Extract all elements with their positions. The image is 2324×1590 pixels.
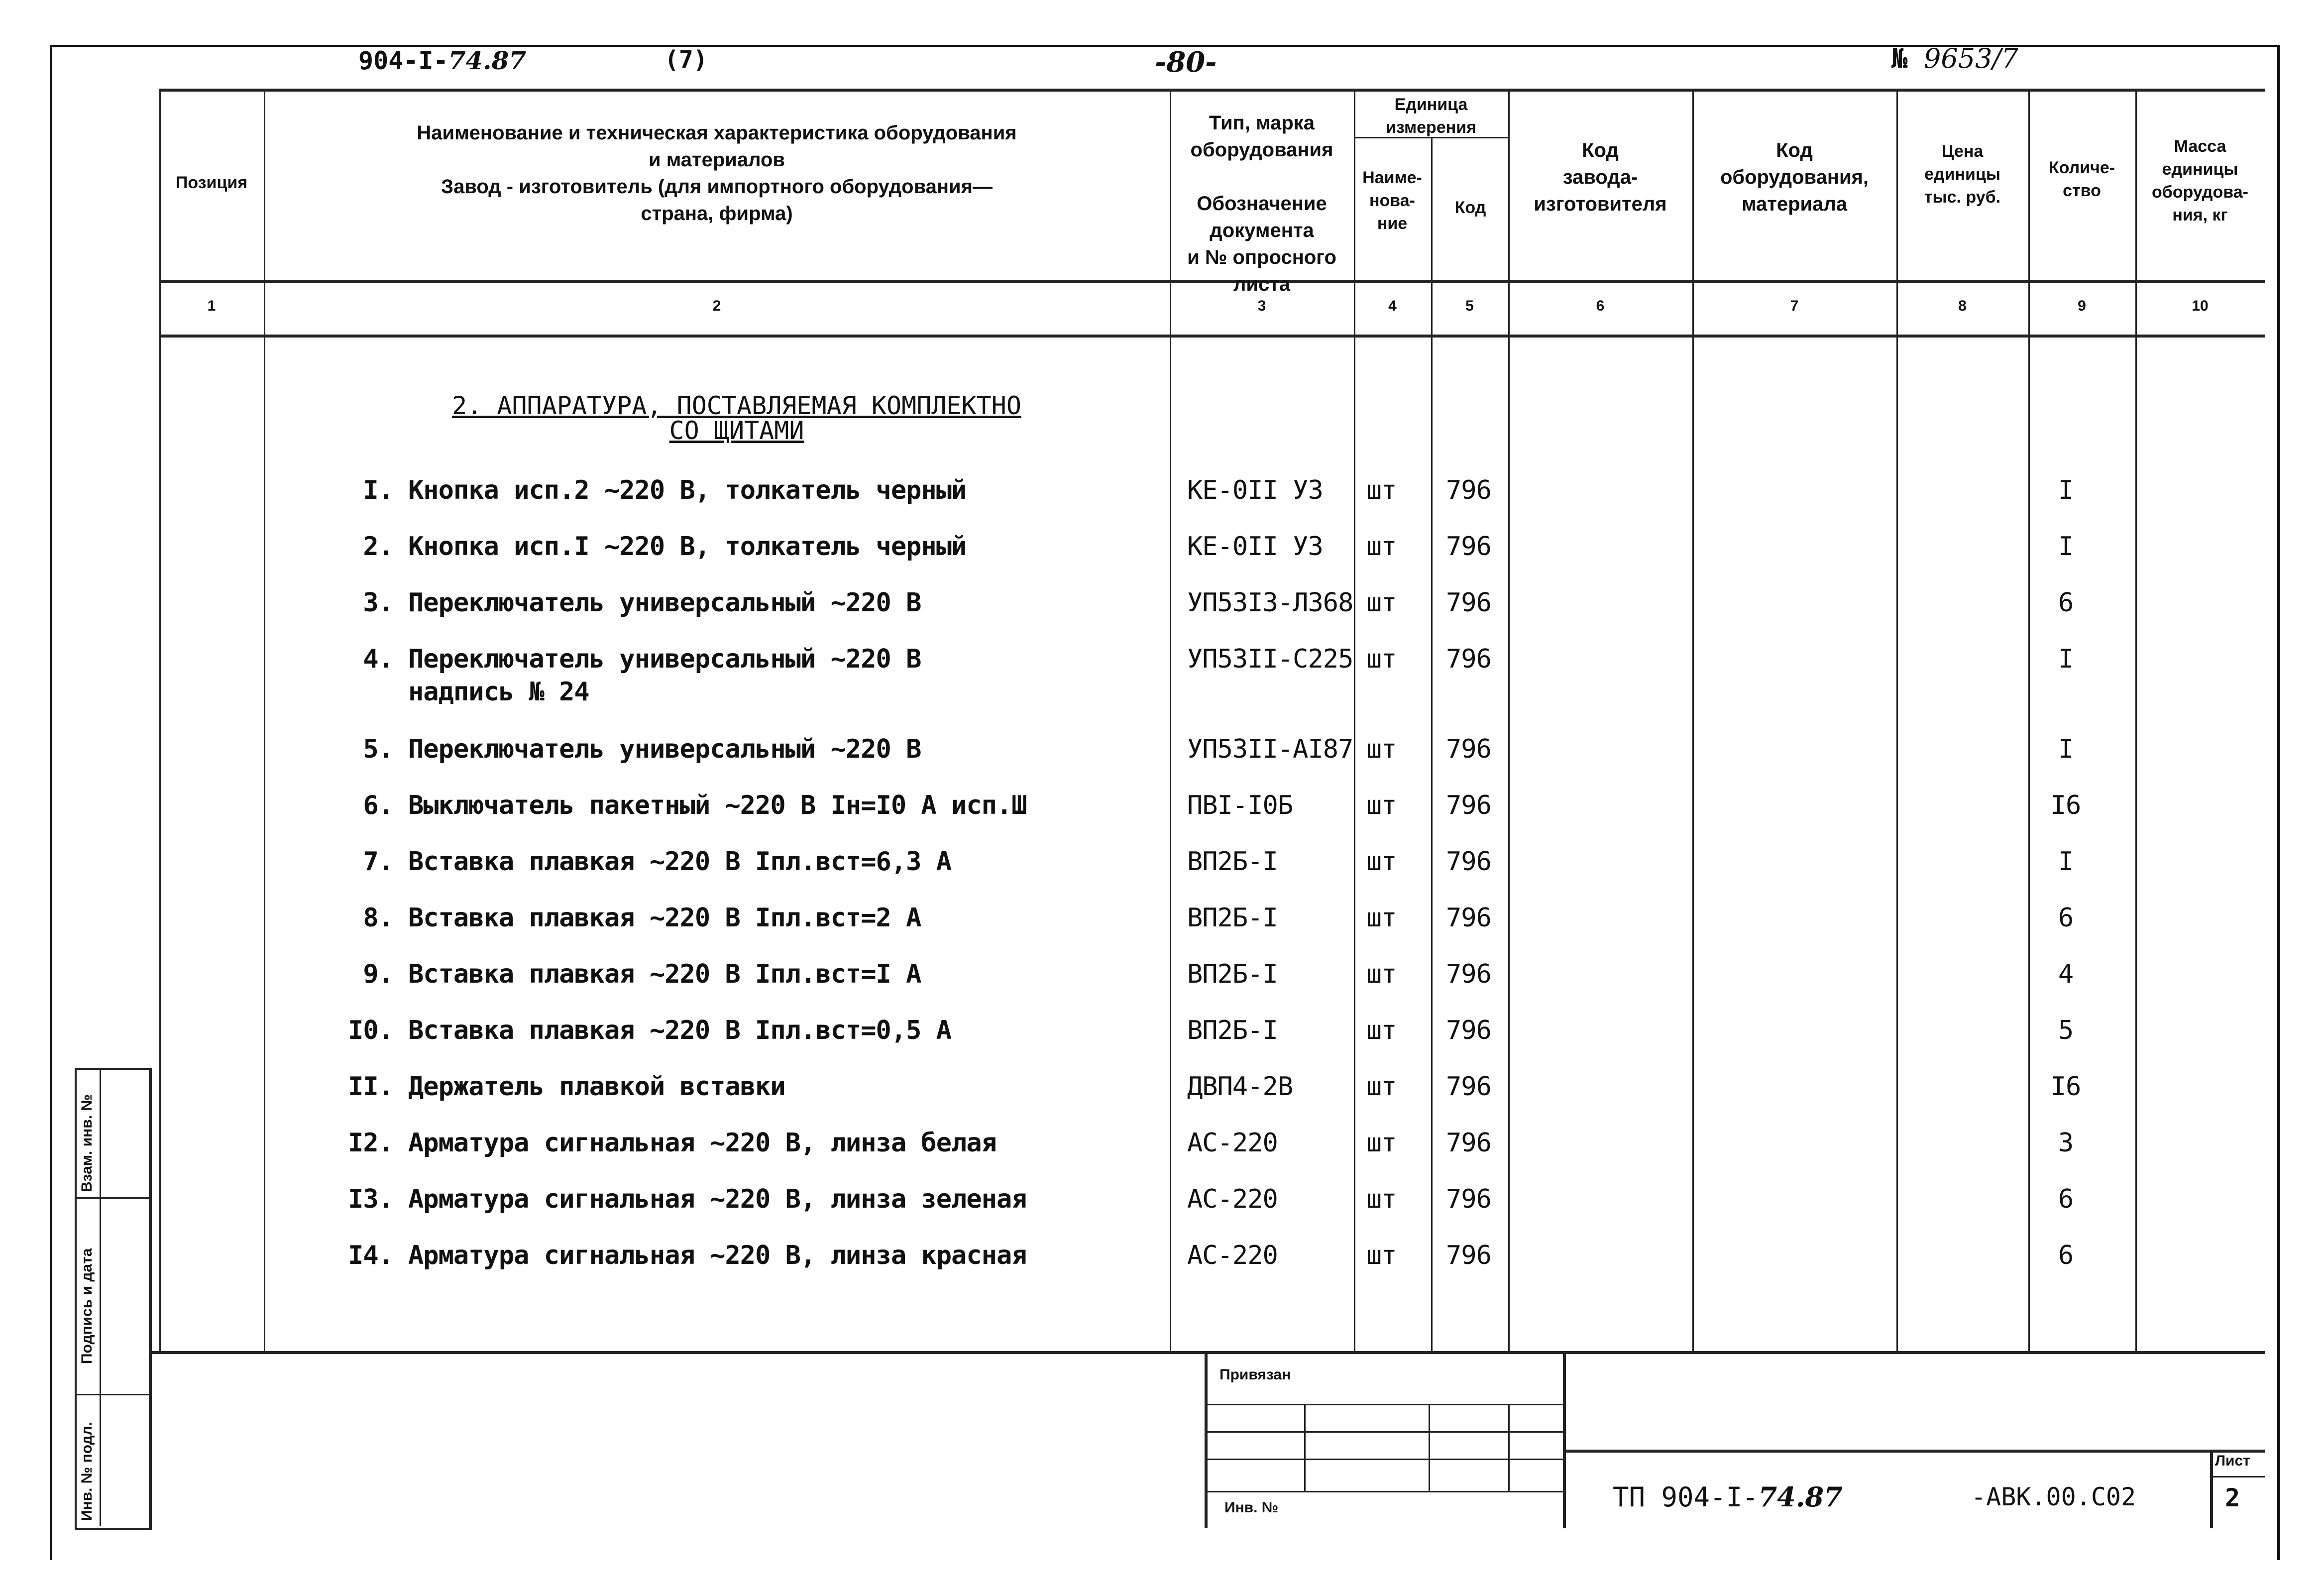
- sidebar-line-2: [75, 1394, 149, 1395]
- col-line-9: [2135, 89, 2137, 1353]
- stamp-sheet-hline: [2210, 1476, 2265, 1477]
- sidebar-vline: [100, 1068, 101, 1526]
- row-type: АС-220: [1187, 1184, 1278, 1214]
- doc-number-top: 904-I-74.87: [358, 46, 527, 75]
- row-unit: шт: [1366, 1016, 1397, 1045]
- privyazan-vline-2: [1429, 1404, 1430, 1491]
- row-qty: I: [2058, 734, 2074, 764]
- header-col-5: Код: [1454, 198, 1486, 217]
- row-qty: 6: [2058, 903, 2074, 933]
- header-col-2: Наименование и техническая характеристика оборудования и материалов Завод - изготовитель (для импортного оборудования— страна, фирма): [417, 122, 1017, 225]
- row-code: 796: [1446, 959, 1491, 989]
- row-name: Арматура сигнальная ~220 В, линза белая: [408, 1128, 996, 1158]
- row-unit: шт: [1366, 1241, 1397, 1270]
- archive-number: № 9653/7: [1891, 43, 2019, 74]
- row-name: Держатель плавкой вставки: [408, 1072, 785, 1102]
- row-qty: I: [2058, 644, 2074, 674]
- row-name: Арматура сигнальная ~220 В, линза красная: [408, 1241, 1027, 1270]
- row-unit: шт: [1366, 959, 1397, 989]
- row-code: 796: [1446, 1072, 1491, 1102]
- row-unit: шт: [1366, 588, 1397, 618]
- row-type: АС-220: [1187, 1128, 1278, 1158]
- inv-no-label: Инв. №: [1224, 1499, 1279, 1516]
- row-type: УП53II-АI87: [1187, 734, 1353, 764]
- row-pos: I0.: [348, 1016, 393, 1045]
- privyazan-vline-1: [1304, 1404, 1306, 1491]
- row-unit: шт: [1366, 475, 1397, 505]
- row-qty: I6: [2050, 791, 2081, 820]
- row-type: ВП2Б-I: [1187, 959, 1278, 989]
- row-pos: 3.: [363, 588, 393, 618]
- row-code: 796: [1446, 1128, 1491, 1158]
- row-code: 796: [1446, 475, 1491, 505]
- header-col-9: Количе- ство: [2048, 158, 2115, 200]
- row-name: Выключатель пакетный ~220 В Iн=I0 А исп.Ш: [408, 791, 1027, 820]
- row-type: КЕ-0II У3: [1187, 475, 1323, 505]
- col-line-3: [1354, 89, 1355, 1353]
- sidebar-inv-podl: Инв. № подл.: [79, 1421, 95, 1521]
- sheet-label: Лист: [2215, 1453, 2250, 1469]
- row-unit: шт: [1366, 532, 1397, 562]
- row-qty: I: [2058, 475, 2074, 505]
- row-pos: I3.: [348, 1184, 393, 1214]
- row-qty: 4: [2058, 959, 2074, 989]
- row-unit: шт: [1366, 1072, 1397, 1102]
- section-title: 2. АППАРАТУРА, ПОСТАВЛЯЕМАЯ КОМПЛЕКТНО СО ЩИТАМИ: [452, 391, 1021, 445]
- col-line-7: [1896, 89, 1898, 1353]
- row-qty: I6: [2050, 1072, 2081, 1102]
- col-line-0: [159, 89, 161, 1353]
- row-pos: 8.: [363, 903, 393, 933]
- row-name: Вставка плавкая ~220 В Iпл.вст=I А: [408, 959, 921, 989]
- privyazan-right-line: [1563, 1351, 1566, 1528]
- colnum-1: 1: [207, 298, 216, 314]
- header-col-8: Цена единицы тыс. руб.: [1924, 142, 2001, 207]
- row-pos: 7.: [363, 847, 393, 877]
- colnum-8: 8: [1958, 298, 1967, 314]
- row-type: УП53II-С225: [1187, 644, 1353, 674]
- title-block-top-line: [152, 1351, 2265, 1354]
- col-line-5: [1508, 89, 1510, 1353]
- header-col-1: Позиция: [175, 173, 248, 192]
- header-col-7: Код оборудования, материала: [1720, 139, 1869, 215]
- row-qty: 3: [2058, 1128, 2074, 1158]
- row-pos: II.: [348, 1072, 393, 1102]
- row-qty: 6: [2058, 588, 2074, 618]
- row-type: ДВП4-2В: [1187, 1072, 1293, 1102]
- row-pos: 4.: [363, 644, 393, 674]
- stamp-document-code: ТП 904-I-74.87: [1613, 1481, 1843, 1513]
- row-name: Вставка плавкая ~220 В Iпл.вст=2 А: [408, 903, 921, 933]
- page-number: -80-: [1155, 46, 1217, 79]
- row-code: 796: [1446, 532, 1491, 562]
- sidebar-podpis: Подпись и дата: [79, 1248, 95, 1364]
- row-name: Кнопка исп.I ~220 В, толкатель черный: [408, 532, 967, 562]
- row-qty: I: [2058, 847, 2074, 877]
- row-code: 796: [1446, 791, 1491, 820]
- row-unit: шт: [1366, 903, 1397, 933]
- row-pos: 5.: [363, 734, 393, 764]
- privyazan-left-line: [1205, 1351, 1208, 1528]
- header-col-4: Наиме- нова- ние: [1362, 168, 1422, 233]
- row-pos: I2.: [348, 1128, 393, 1158]
- row-type: ВП2Б-I: [1187, 847, 1278, 877]
- col-line-2: [1170, 89, 1171, 1353]
- row-qty: 6: [2058, 1184, 2074, 1214]
- colnum-5: 5: [1465, 298, 1474, 314]
- stamp-sheet-line: [2210, 1450, 2213, 1528]
- sheet-number: 2: [2225, 1483, 2240, 1512]
- row-name: Переключатель универсальный ~220 В: [408, 644, 921, 674]
- row-unit: шт: [1366, 791, 1397, 820]
- colnum-4: 4: [1388, 298, 1397, 314]
- privyazan-vline-3: [1508, 1404, 1510, 1491]
- sidebar-vzam: Взам. инв. №: [79, 1094, 95, 1192]
- colnum-bottom-line: [159, 335, 2265, 338]
- row-type: УП53I3-Л368: [1187, 588, 1353, 618]
- row-type: ВП2Б-I: [1187, 1016, 1278, 1045]
- row-code: 796: [1446, 644, 1491, 674]
- row-type: ПВI-I0Б: [1187, 791, 1293, 820]
- row-code: 796: [1446, 1241, 1491, 1270]
- row-pos: I4.: [348, 1241, 393, 1270]
- row-code: 796: [1446, 903, 1491, 933]
- row-code: 796: [1446, 588, 1491, 618]
- colnum-3: 3: [1257, 298, 1266, 314]
- row-qty: 6: [2058, 1241, 2074, 1270]
- row-pos: 9.: [363, 959, 393, 989]
- row-code: 796: [1446, 1184, 1491, 1214]
- colnum-6: 6: [1596, 298, 1605, 314]
- row-unit: шт: [1366, 644, 1397, 674]
- row-qty: I: [2058, 532, 2074, 562]
- row-unit: шт: [1366, 1184, 1397, 1214]
- header-col-3: Тип, марка оборудования Обозначение документа и № опросного листа: [1187, 112, 1336, 295]
- colnum-10: 10: [2192, 298, 2209, 314]
- row-unit: шт: [1366, 734, 1397, 764]
- header-col-6: Код завода- изготовителя: [1534, 139, 1667, 215]
- row-unit: шт: [1366, 1128, 1397, 1158]
- col-line-1: [264, 89, 265, 1353]
- row-code: 796: [1446, 734, 1491, 764]
- row-name: Переключатель универсальный ~220 В: [408, 588, 921, 618]
- row-pos: I.: [363, 475, 393, 505]
- header-top-line: [159, 89, 2265, 92]
- row-subtext: надпись № 24: [408, 677, 589, 707]
- row-name: Вставка плавкая ~220 В Iпл.вст=6,3 А: [408, 847, 952, 877]
- colnum-2: 2: [712, 298, 721, 314]
- colnum-7: 7: [1790, 298, 1799, 314]
- row-name: Вставка плавкая ~220 В Iпл.вст=0,5 А: [408, 1016, 952, 1045]
- row-name: Переключатель универсальный ~220 В: [408, 734, 921, 764]
- col-line-8: [2028, 89, 2030, 1353]
- header-col-10: Масса единицы оборудова- ния, кг: [2152, 137, 2248, 225]
- row-name: Арматура сигнальная ~220 В, линза зеленая: [408, 1184, 1027, 1214]
- sidebar-line-1: [75, 1197, 149, 1199]
- privyazan-label: Привязан: [1219, 1366, 1291, 1383]
- privyazan-line-4: [1205, 1491, 1563, 1492]
- row-type: КЕ-0II У3: [1187, 532, 1323, 562]
- row-pos: 2.: [363, 532, 393, 562]
- row-qty: 5: [2058, 1016, 2074, 1045]
- row-type: АС-220: [1187, 1241, 1278, 1270]
- sheet-paren: (7): [664, 46, 708, 74]
- stamp-top-line: [1563, 1450, 2265, 1453]
- colnum-9: 9: [2078, 298, 2086, 314]
- col-line-6: [1692, 89, 1694, 1353]
- row-code: 796: [1446, 1016, 1491, 1045]
- row-pos: 6.: [363, 791, 393, 820]
- col-line-4: [1431, 137, 1433, 1353]
- row-code: 796: [1446, 847, 1491, 877]
- row-type: ВП2Б-I: [1187, 903, 1278, 933]
- row-name: Кнопка исп.2 ~220 В, толкатель черный: [408, 475, 967, 505]
- row-unit: шт: [1366, 847, 1397, 877]
- header-unit-group: Единица измерения: [1386, 95, 1476, 137]
- stamp-code: -АВК.00.С02: [1971, 1482, 2136, 1511]
